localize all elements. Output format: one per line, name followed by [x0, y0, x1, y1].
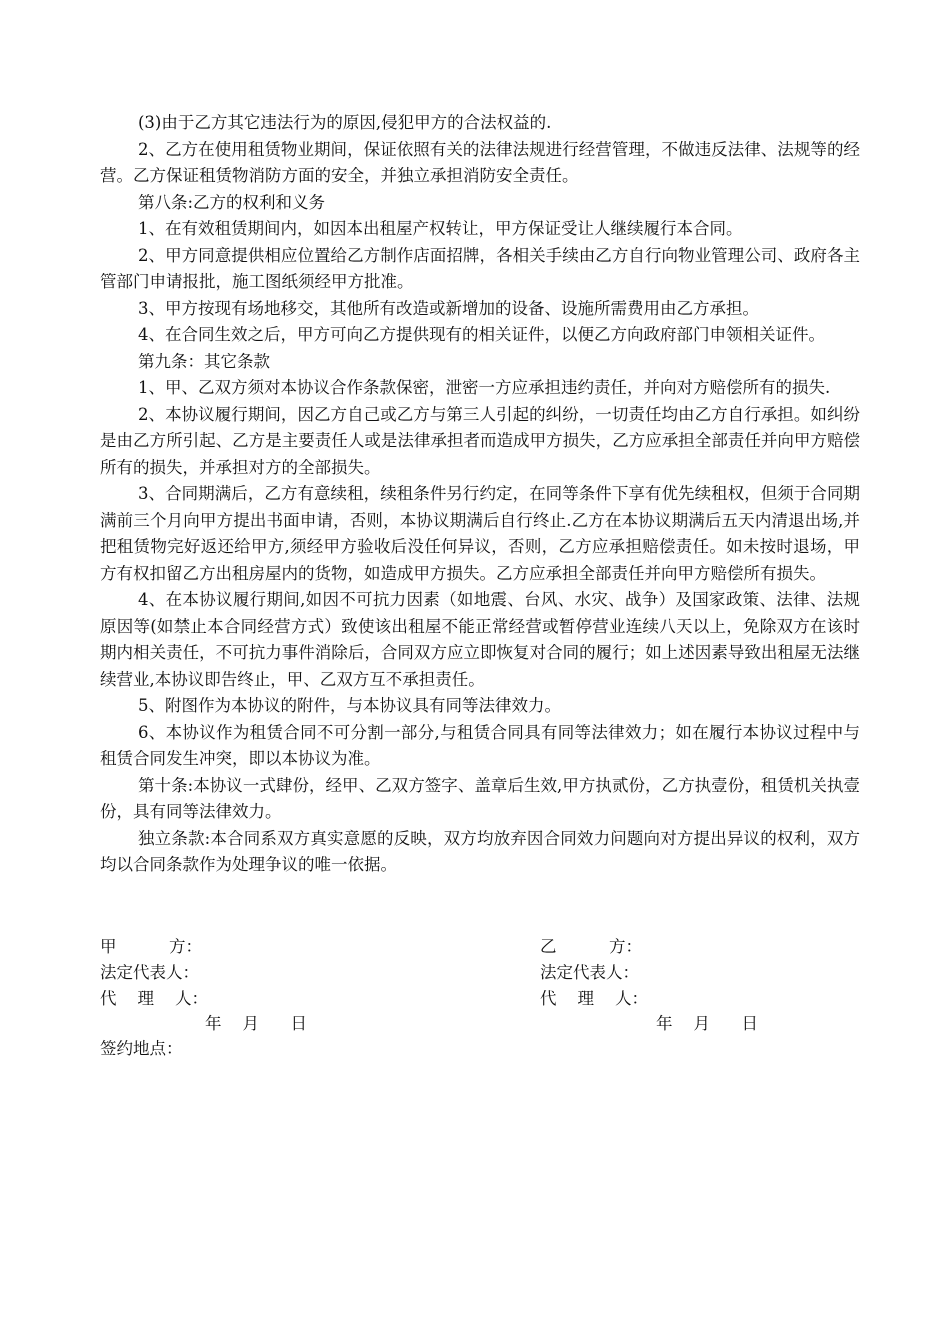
paragraph: 2、乙方在使用租赁物业期间，保证依照有关的法律法规进行经营管理，不做违反法律、法规等的经营。乙方保证租赁物消防方面的安全，并独立承担消防安全责任。: [100, 139, 860, 185]
paragraph: 1、在有效租赁期间内，如因本出租屋产权转让，甲方保证受让人继续履行本合同。: [138, 219, 743, 238]
party-a-agent-label: 代 理 人：: [100, 989, 208, 1008]
party-a-date-label: 年 月 日: [205, 1014, 307, 1033]
paragraph: 2、甲方同意提供相应位置给乙方制作店面招牌，各相关手续由乙方自行向物业管理公司、政府各主管部门申请报批，施工图纸须经甲方批准。: [100, 245, 860, 291]
party-a-representative-label: 法定代表人：: [100, 963, 199, 982]
party-b-representative-label: 法定代表人：: [540, 963, 639, 982]
party-b-label: 乙 方：: [540, 937, 642, 956]
paragraph: 第十条:本协议一式肆份，经甲、乙双方签字、盖章后生效,甲方执贰份，乙方执壹份，租赁机关执壹份，具有同等法律效力。: [100, 775, 860, 821]
paragraph: 2、本协议履行期间，因乙方自己或乙方与第三人引起的纠纷，一切责任均由乙方自行承担。如纠纷是由乙方所引起、乙方是主要责任人或是法律承担者而造成甲方损失，乙方应承担全部责任并向甲方赔偿所有的损失，并承担对方的全部损失。: [100, 404, 860, 477]
paragraph: 1、甲、乙双方须对本协议合作条款保密，泄密一方应承担违约责任，并向对方赔偿所有的损失.: [138, 378, 831, 397]
paragraph: 6、本协议作为租赁合同不可分割一部分,与租赁合同具有同等法律效力；如在履行本协议过程中与租赁合同发生冲突，即以本协议为准。: [100, 722, 860, 768]
party-b-agent-label: 代 理 人：: [540, 989, 648, 1008]
section-heading: 第八条:乙方的权利和义务: [138, 192, 326, 212]
signing-place-label: 签约地点：: [100, 1039, 183, 1058]
paragraph: 4、在本协议履行期间,如因不可抗力因素（如地震、台风、水灾、战争）及国家政策、法律、法规原因等(如禁止本合同经营方式）致使该出租屋不能正常经营或暂停营业连续八天以上，免除双方在该时期内相关责任，不可抗力事件消除后，合同双方应立即恢复对合同的履行；如上述因素导致出租屋无法继续营业,本协议即告终止，甲、乙双方互不承担责任。: [100, 590, 860, 689]
paragraph: 5、附图作为本协议的附件，与本协议具有同等法律效力。: [138, 696, 561, 715]
contract-body: [100, 110, 860, 879]
section-heading: 第九条：其它条款: [138, 351, 270, 371]
paragraph: 3、甲方按现有场地移交，其他所有改造或新增加的设备、设施所需费用由乙方承担。: [138, 298, 759, 318]
paragraph: 4、在合同生效之后，甲方可向乙方提供现有的相关证件，以便乙方向政府部门申领相关证件。: [138, 325, 825, 344]
paragraph: 3、合同期满后，乙方有意续租，续租条件另行约定，在同等条件下享有优先续租权，但须于合同期满前三个月向甲方提出书面申请，否则，本协议期满后自行终止.乙方在本协议期满后五天内清退出场,并把租赁物完好返还给甲方,须经甲方验收后没任何异议，否则，乙方应承担赔偿责任。如未按时退场，甲方有权扣留乙方出租房屋内的货物，如造成甲方损失。乙方应承担全部责任并向甲方赔偿所有损失。: [100, 484, 860, 583]
paragraph: (3)由于乙方其它违法行为的原因,侵犯甲方的合法权益的.: [138, 113, 552, 132]
paragraph: 独立条款:本合同系双方真实意愿的反映，双方均放弃因合同效力问题向对方提出异议的权利，双方均以合同条款作为处理争议的唯一依据。: [100, 828, 860, 874]
party-a-label: 甲 方：: [100, 937, 202, 956]
party-b-date-label: 年 月 日: [656, 1014, 758, 1033]
